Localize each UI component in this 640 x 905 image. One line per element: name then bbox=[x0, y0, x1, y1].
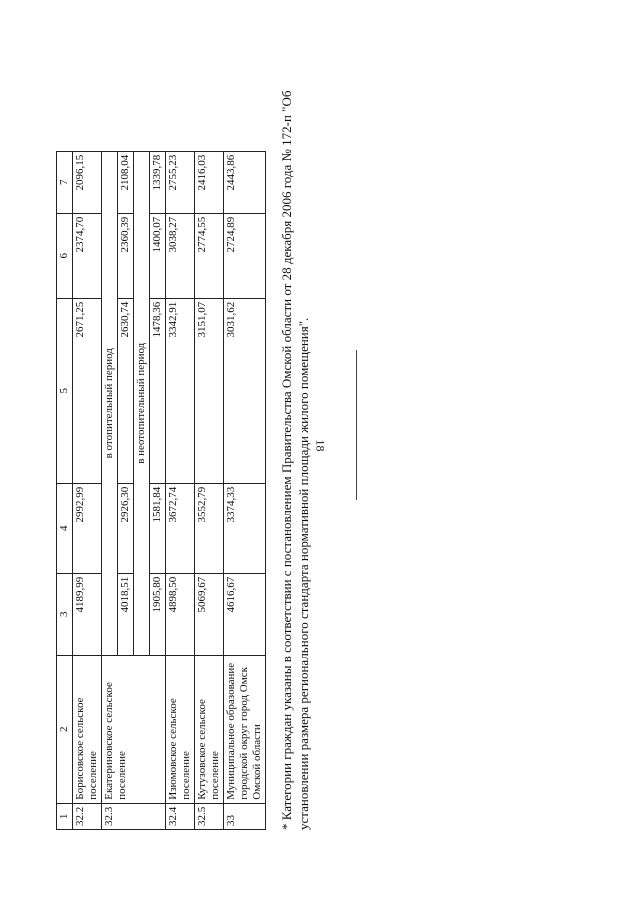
table-row bbox=[102, 151, 118, 829]
cell: 2630,74 bbox=[118, 298, 134, 483]
cell: 4018,51 bbox=[118, 573, 134, 655]
header-cell: 5 bbox=[57, 298, 73, 483]
cell: 2360,39 bbox=[118, 213, 134, 298]
divider-line bbox=[356, 350, 357, 500]
row-number: 32.3 bbox=[102, 803, 166, 829]
cell: 2774,55 bbox=[195, 213, 224, 298]
row-name: Изюмовское сельское поселение bbox=[166, 655, 195, 803]
row-name: Муниципальное образование городской округ город Омск Омской области bbox=[224, 655, 266, 803]
cell: 2374,70 bbox=[73, 213, 102, 298]
table-row bbox=[166, 151, 195, 829]
header-cell: 7 bbox=[57, 151, 73, 213]
cell: 4616,67 bbox=[224, 573, 266, 655]
cell: 2108,04 bbox=[118, 151, 134, 213]
row-number: 32.5 bbox=[195, 803, 224, 829]
cell: 2926,30 bbox=[118, 483, 134, 573]
row-name: Борисовское сельское поселение bbox=[73, 655, 102, 803]
cell: 3672,74 bbox=[166, 483, 195, 573]
cell: 1400,07 bbox=[150, 213, 166, 298]
header-cell: 3 bbox=[57, 573, 73, 655]
cell: 2671,25 bbox=[73, 298, 102, 483]
period-label: в отопительный период bbox=[102, 151, 118, 655]
row-number: 32.2 bbox=[73, 803, 102, 829]
cell: 3342,91 bbox=[166, 298, 195, 483]
cell: 2992,99 bbox=[73, 483, 102, 573]
row-number: 33 bbox=[224, 803, 266, 829]
cell: 4189,99 bbox=[73, 573, 102, 655]
table-row bbox=[195, 151, 224, 829]
cell: 3374,33 bbox=[224, 483, 266, 573]
header-cell: 4 bbox=[57, 483, 73, 573]
period-label: в неотопительный период bbox=[134, 151, 150, 655]
page-number: 18 bbox=[313, 439, 328, 452]
cell: 5069,67 bbox=[195, 573, 224, 655]
cell: 2724,89 bbox=[224, 213, 266, 298]
cell: 3151,07 bbox=[195, 298, 224, 483]
footnote: * Категории граждан указаны в соответствии с постановлением Правительства Омской области от 28 декабря 2006 года № 172-п "Об установлении размера регионального стандарта нормативной площади жилого помещения". bbox=[279, 90, 311, 830]
cell: 4898,50 bbox=[166, 573, 195, 655]
rotated-content bbox=[56, 40, 356, 830]
row-number: 32.4 bbox=[166, 803, 195, 829]
cell: 2096,15 bbox=[73, 151, 102, 213]
cell: 3038,27 bbox=[166, 213, 195, 298]
table-row bbox=[73, 151, 102, 829]
cell: 1478,36 bbox=[150, 298, 166, 483]
cell: 2755,23 bbox=[166, 151, 195, 213]
row-name: Кутузовское сельское поселение bbox=[195, 655, 224, 803]
cell: 3031,62 bbox=[224, 298, 266, 483]
table-row bbox=[224, 151, 266, 829]
cell: 3552,79 bbox=[195, 483, 224, 573]
table-header-row bbox=[57, 151, 73, 829]
header-cell: 6 bbox=[57, 213, 73, 298]
cell: 2443,86 bbox=[224, 151, 266, 213]
row-name: Екатериновское сельское поселение bbox=[102, 655, 166, 803]
cell: 2416,03 bbox=[195, 151, 224, 213]
data-table bbox=[56, 151, 266, 830]
cell: 1339,78 bbox=[150, 151, 166, 213]
header-cell: 1 bbox=[57, 803, 73, 829]
cell: 1581,84 bbox=[150, 483, 166, 573]
header-cell: 2 bbox=[57, 655, 73, 803]
cell: 1905,80 bbox=[150, 573, 166, 655]
